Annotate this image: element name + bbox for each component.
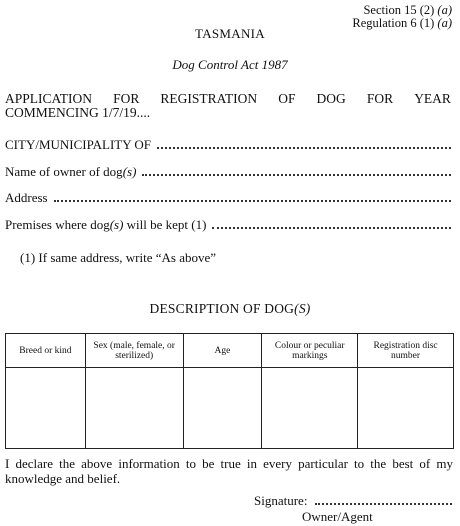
signature-field[interactable] [254,493,452,509]
state-heading: TASMANIA [195,26,265,41]
dog-description-table [5,333,454,449]
column-header-breed: Breed or kind [6,334,86,368]
title-word: OF [278,91,296,106]
disc-number-cell[interactable] [358,368,454,449]
signature-label: Signature: [254,493,308,508]
title-word: FOR [113,91,140,106]
owner-name-label: Name of owner of dog(s) [5,164,137,179]
premises-field[interactable] [5,217,451,233]
title-word: REGISTRATION [160,91,258,106]
column-header-colour: Colour or peculiar markings [262,334,358,368]
act-title: Dog Control Act 1987 [172,57,288,72]
breed-cell[interactable] [6,368,86,449]
age-cell[interactable] [183,368,262,449]
application-title-line-2: COMMENCING 1/7/19.... [5,105,151,120]
city-fill-line[interactable] [157,138,451,149]
premises-fill-line[interactable] [212,218,451,229]
column-header-disc-number: Registration disc number [358,334,454,368]
city-field[interactable] [5,137,451,153]
owner-name-field[interactable] [5,164,451,180]
owner-name-fill-line[interactable] [142,165,451,176]
same-address-note: (1) If same address, write “As above” [20,250,217,265]
title-word: YEAR [414,91,451,106]
address-label: Address [5,190,48,205]
address-field[interactable] [5,190,451,206]
table-header-row [6,334,454,368]
signature-fill-line[interactable] [315,494,452,505]
sex-cell[interactable] [85,368,183,449]
premises-label: Premises where dog(s) will be kept (1) [5,217,207,232]
application-title [5,92,451,120]
column-header-sex: Sex (male, female, or sterilized) [85,334,183,368]
signature-role: Owner/Agent [302,509,373,524]
table-row [6,368,454,449]
column-header-age: Age [183,334,262,368]
application-title-line-1 [5,92,451,106]
title-word: FOR [366,91,394,106]
description-heading: DESCRIPTION OF DOG(S) [149,301,311,316]
colour-cell[interactable] [262,368,358,449]
declaration-text: I declare the above information to be true in every particular to the best of my knowledge and belief. [5,456,453,486]
title-word: DOG [316,91,346,106]
title-word: APPLICATION [5,91,93,106]
address-fill-line[interactable] [54,191,451,202]
section-reference: Section 15 (2) (a) [363,3,452,17]
city-label: CITY/MUNICIPALITY OF [5,137,152,152]
regulation-reference: Regulation 6 (1) (a) [352,16,452,30]
